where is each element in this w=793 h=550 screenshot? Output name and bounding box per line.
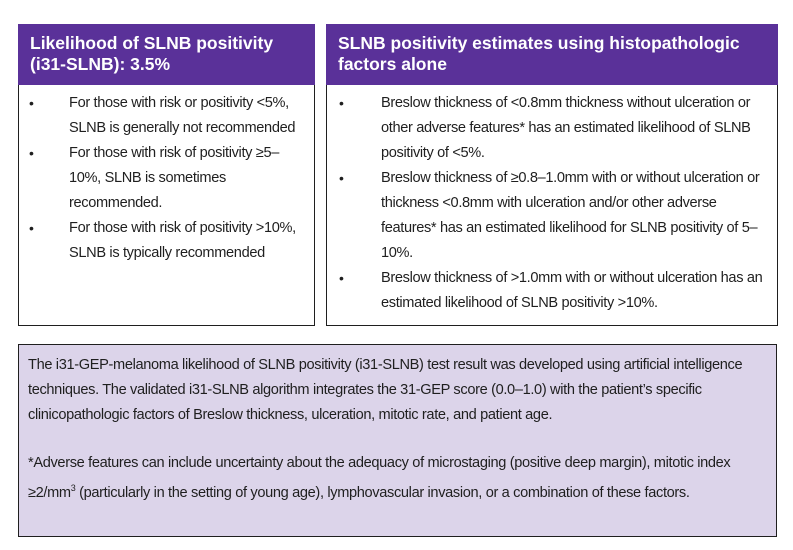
superscript-three: 3 [70, 483, 76, 493]
histopathologic-estimates-body [327, 85, 777, 316]
list-item: • Breslow thickness of ≥0.8–1.0mm with or without ulceration or thickness <0.8mm with ulceration and/or other adverse features* has an estimated likelihood for SLNB positivity of 5–10%. [337, 166, 767, 266]
adverse-features-footnote: *Adverse features can include uncertainty about the adequacy of microstaging (positive deep margin), mitotic index $\ge 2/mm^3$ (particularly in the setting of young age), lymphovascular invasion, or a combination of these factors. [28, 455, 731, 501]
recommendation-list [27, 91, 304, 266]
bullet-icon: • [29, 220, 34, 236]
list-item: • Breslow thickness of <0.8mm thickness without ulceration or other adverse features* has an estimated likelihood of SLNB positivity of <5%. [337, 91, 767, 166]
list-item: • For those with risk of positivity >10%, SLNB is typically recommended [27, 216, 304, 266]
bullet-icon: • [339, 170, 344, 186]
slnb-likelihood-panel [18, 24, 315, 326]
list-item: • For those with risk or positivity <5%, SLNB is generally not recommended [27, 91, 304, 141]
list-item: • Breslow thickness of >1.0mm with or without ulceration has an estimated likelihood of SLNB positivity >10%. [337, 266, 767, 316]
algorithm-note-box [18, 344, 777, 537]
slnb-likelihood-body [19, 85, 314, 266]
bullet-icon: • [29, 95, 34, 111]
estimates-list [337, 91, 767, 316]
bullet-icon: • [339, 270, 344, 286]
algorithm-description: The i31-GEP-melanoma likelihood of SLNB positivity (i31-SLNB) test result was developed using artificial intelligence techniques. The validated i31-SLNB algorithm integrates the 31-GEP score (0.0–1.0) with the patient’s specific clinicopathologic factors of Breslow thickness, ulceration, mitotic rate, and patient age. [28, 357, 743, 423]
histopathologic-estimates-title: SLNB positivity estimates using histopathologic factors alone [326, 24, 778, 85]
slnb-likelihood-title: Likelihood of SLNB positivity (i31-SLNB): 3.5% [18, 24, 315, 85]
histopathologic-estimates-panel [326, 24, 778, 326]
bullet-icon: • [29, 145, 34, 161]
bullet-icon: • [339, 95, 344, 111]
list-item: • For those with risk of positivity ≥5–10%, SLNB is sometimes recommended. [27, 141, 304, 216]
